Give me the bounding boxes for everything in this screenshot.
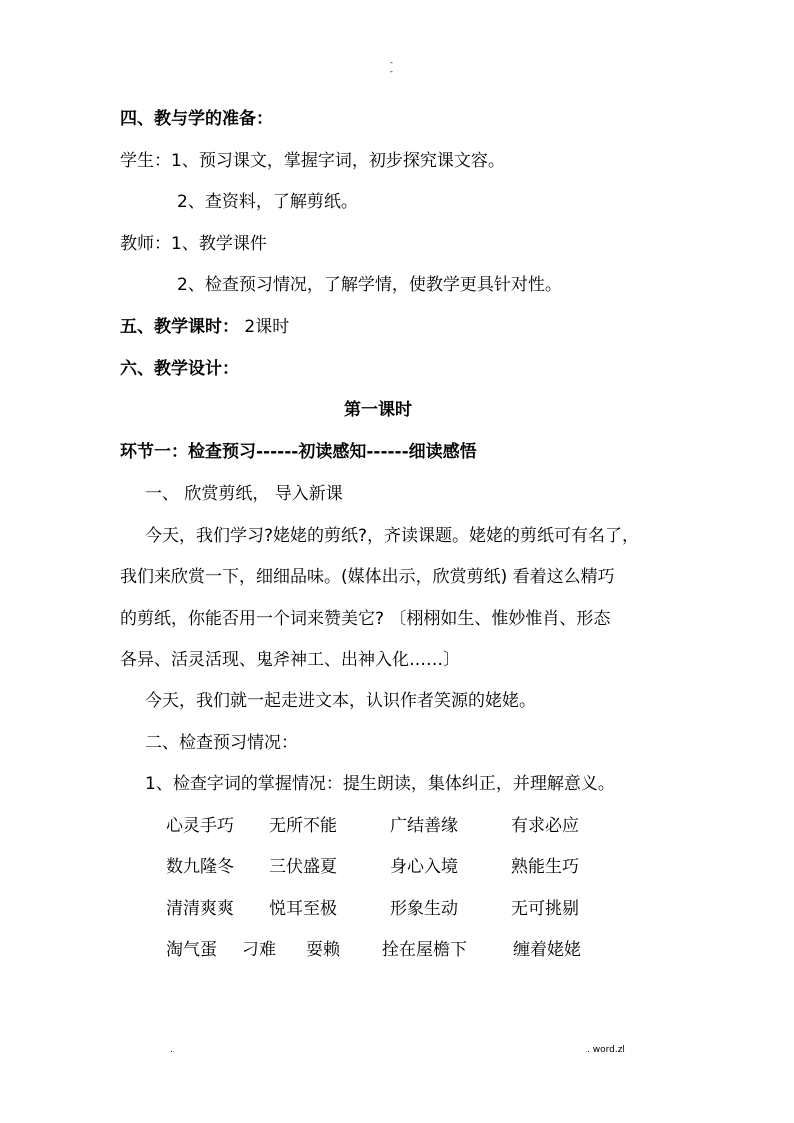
vocab-word: 缠着姥姥 (513, 940, 581, 960)
student-item-2: 2、查资料，了解剪纸。 (177, 192, 358, 212)
vocab-word: 三伏盛夏 (269, 857, 337, 877)
vocab-word: 心灵手巧 (166, 816, 234, 836)
part1-heading: 一、 欣赏剪纸， 导入新课 (145, 484, 343, 504)
vocab-word: 无所不能 (269, 816, 337, 836)
vocab-word: 悦耳至极 (269, 899, 337, 919)
paragraph-1-line-3: 的剪纸，你能否用一个词来赞美它? 〔栩栩如生、惟妙惟肖、形态 (120, 609, 611, 629)
vocab-word: 清清爽爽 (166, 899, 234, 919)
vocab-word: 数九隆冬 (166, 857, 234, 877)
vocab-word: 无可挑剔 (511, 899, 579, 919)
header-mark-top: - (390, 58, 393, 67)
check-item-1: 1、检查字词的掌握情况：提生朗读，集体纠正，并理解意义。 (145, 774, 615, 794)
header-mark (390, 58, 393, 76)
design-heading: 六、教学设计： (120, 359, 239, 379)
vocab-word: 刁难 (242, 940, 276, 960)
vocab-word: 广结善缘 (390, 816, 458, 836)
student-item-1: 学生：1、预习课文，掌握字词，初步探究课文容。 (120, 151, 505, 171)
paragraph-1-line-4: 各异、活灵活现、鬼斧神工、出神入化……〕 (120, 650, 460, 670)
paragraph-1-line-2: 我们来欣赏一下，细细品味。(媒体出示，欣赏剪纸) 看着这么精巧 (120, 567, 615, 587)
vocab-word: 耍赖 (306, 940, 340, 960)
vocab-word: 淘气蛋 (166, 940, 217, 960)
vocab-word: 有求必应 (511, 816, 579, 836)
vocab-word: 形象生动 (390, 899, 458, 919)
teacher-item-2: 2、检查预习情况，了解学情，使教学更具针对性。 (177, 275, 562, 295)
vocab-word: 身心入境 (390, 857, 458, 877)
header-mark-bottom: - (390, 67, 393, 76)
vocab-word: 熟能生巧 (511, 857, 579, 877)
paragraph-2: 今天，我们就一起走进文本，认识作者笑源的姥姥。 (145, 691, 536, 711)
teacher-item-1: 教师：1、教学课件 (120, 234, 267, 254)
paragraph-1-line-1: 今天，我们学习?姥姥的剪纸?，齐读课题。姥姥的剪纸可有名了， (145, 526, 640, 546)
class-hours-label: 五、教学课时： (120, 317, 239, 337)
prep-heading: 四、教与学的准备： (120, 109, 273, 129)
vocab-word: 拴在屋檐下 (382, 940, 467, 960)
part2-heading: 二、检查预习情况： (145, 733, 298, 753)
phase-heading: 环节一：检查预习------初读感知------细读感悟 (120, 442, 477, 462)
footer-left-mark: . (170, 1045, 173, 1055)
class-hours-line (120, 317, 289, 337)
class-hours-value: 2课时 (244, 317, 290, 337)
lesson-title: 第一课时 (344, 400, 412, 420)
footer-right-text: . word.zl (587, 1045, 625, 1055)
